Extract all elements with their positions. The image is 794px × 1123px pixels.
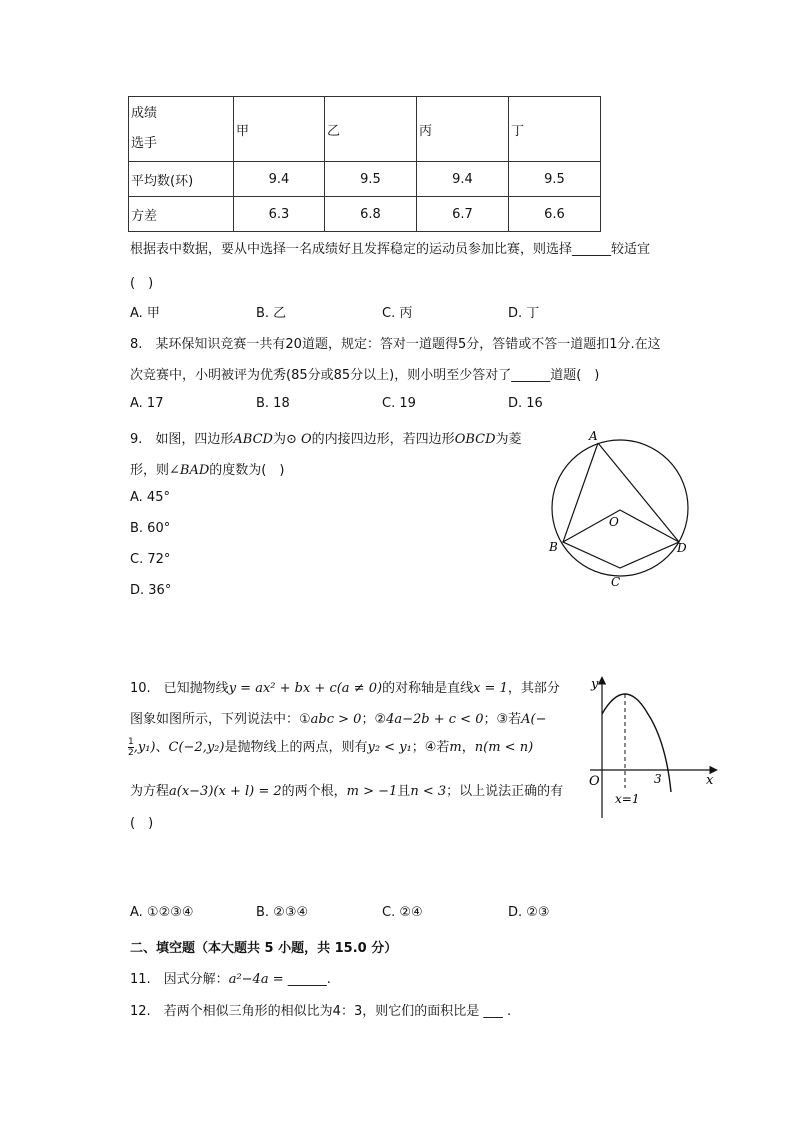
q9-text: 为 [272, 432, 286, 447]
q7-option-c: C. 丙 [382, 306, 413, 321]
q9-option-a: A. 45° [130, 490, 170, 505]
q10-math: m > −1 [346, 784, 398, 799]
root-label: 3 [654, 772, 662, 786]
q10-math: 4a−2b + c < 0 [386, 712, 484, 727]
score-table [128, 96, 601, 232]
y-axis-label: y [591, 677, 599, 692]
q8-option-c: C. 19 [382, 396, 416, 411]
q10-math: n(m < n) [474, 740, 534, 755]
q8-option-b: B. 18 [256, 396, 290, 411]
q10-option-d: D. ②③ [508, 905, 550, 920]
q10-math: A(− [521, 712, 547, 727]
q9-math: ⊙ O [285, 432, 312, 447]
q11-math: a²−4a = [228, 972, 284, 987]
table-cell: 9.5 [509, 162, 601, 197]
q10-text: 10. 已知抛物线 [130, 681, 229, 696]
q9-circle-figure [545, 425, 700, 595]
q10-math: a(x−3)(x + l) = 2 [169, 784, 282, 799]
q7-paren: ( ) [130, 276, 154, 291]
q10-line1 [130, 677, 560, 696]
q10-option-b: B. ②③④ [256, 905, 309, 920]
q9-math: OBCD [454, 432, 496, 447]
q9-line2 [130, 459, 284, 478]
table-corner-cell [129, 97, 234, 162]
table-cell: 9.4 [417, 162, 509, 197]
q9-option-c: C. 72° [130, 552, 171, 567]
q7-option-d: D. 丁 [508, 306, 540, 321]
q10-text: 、 [155, 740, 169, 755]
q9-math: ∠BAD [169, 463, 210, 478]
q10-text: 为方程 [130, 784, 170, 799]
q8-option-d: D. 16 [508, 396, 543, 411]
quadrilateral-abcd [563, 443, 679, 568]
q10-math: y = ax² + bx + c(a ≠ 0) [228, 681, 383, 696]
q10-math: C(−2,y₂) [168, 740, 225, 755]
q10-math: m [449, 740, 462, 755]
row-label: 平均数(环) [129, 162, 234, 197]
q10-text: 的对称轴是直线 [382, 681, 474, 696]
q9-option-d: D. 36° [130, 583, 172, 598]
point-label-a: A [589, 429, 598, 443]
q9-option-b: B. 60° [130, 521, 171, 536]
point-label-c: C [611, 575, 621, 589]
q10-option-a: A. ①②③④ [130, 905, 194, 920]
point-label-b: B [549, 540, 558, 554]
q10-text: ；以上说法正确的有 [446, 784, 564, 799]
table-cell: 6.6 [509, 197, 601, 232]
q7-text: 根据表中数据，要从中选择一名成绩好且发挥稳定的运动员参加比赛，则选择______较适宜 [130, 242, 651, 257]
header-cell: 丁 [509, 97, 601, 162]
x-axis-label: x [706, 773, 714, 788]
q10-option-c: C. ②④ [382, 905, 423, 920]
q10-math: y₂ < y₁ [367, 740, 412, 755]
q9-text: 为菱 [495, 432, 522, 447]
q10-text: ，其部分 [507, 681, 560, 696]
corner-top-label: 成绩 [131, 106, 158, 121]
fraction-numerator: 1 [128, 737, 134, 747]
header-cell: 甲 [234, 97, 325, 162]
q10-math: x = 1 [473, 681, 508, 696]
q10-line2 [130, 708, 546, 727]
q12-line: 12. 若两个相似三角形的相似比为4：3，则它们的面积比是 ___ . [130, 1004, 512, 1019]
point-label-o: O [609, 515, 619, 529]
q10-text: ；③若 [483, 712, 522, 727]
q10-math: n < 3 [410, 784, 447, 799]
q10-text: 且 [397, 784, 411, 799]
header-cell: 丙 [417, 97, 509, 162]
fraction-denominator: 2 [128, 748, 134, 758]
table-header-row [129, 97, 601, 162]
row-label: 方差 [129, 197, 234, 232]
q10-paren: ( ) [130, 816, 154, 831]
q9-text: 9. 如图，四边形 [130, 432, 234, 447]
table-cell: 6.3 [234, 197, 325, 232]
q10-text: 图象如图所示，下列说法中：① [130, 712, 311, 727]
q10-text: ；④若 [411, 740, 450, 755]
q9-text: 形，则 [130, 463, 170, 478]
q10-line4 [130, 780, 563, 799]
header-cell: 乙 [325, 97, 417, 162]
q10-text: 是抛物线上的两点，则有 [224, 740, 368, 755]
q10-text: 的两个根， [281, 784, 347, 799]
q10-parabola-figure [582, 672, 722, 822]
q11-blank: ______. [283, 972, 331, 987]
point-label-d: D [677, 541, 687, 555]
q10-math: ,y₁) [133, 740, 156, 755]
table-row [129, 162, 601, 197]
q7-option-b: B. 乙 [256, 306, 287, 321]
q10-line3 [128, 736, 533, 758]
corner-bottom-label: 选手 [131, 136, 158, 151]
q11-text: 11. 因式分解： [130, 972, 229, 987]
symmetry-axis-label: x=1 [615, 792, 640, 806]
rhombus-obcd [563, 510, 679, 542]
table-cell: 9.4 [234, 162, 325, 197]
q9-line1 [130, 428, 522, 447]
q9-math: ABCD [233, 432, 273, 447]
table-row [129, 197, 601, 232]
origin-label: O [589, 774, 600, 789]
q11-line [130, 968, 331, 987]
q7-option-a: A. 甲 [130, 306, 160, 321]
q8-line2: 次竞赛中，小明被评为优秀(85分或85分以上)，则小明至少答对了______道题( ) [130, 368, 600, 383]
table-cell: 6.7 [417, 197, 509, 232]
q8-option-a: A. 17 [130, 396, 164, 411]
q10-math: abc > 0 [310, 712, 362, 727]
q9-text: 的度数为( ) [209, 463, 285, 478]
q9-text: 的内接四边形，若四边形 [311, 432, 455, 447]
q8-line1: 8. 某环保知识竞赛一共有20道题，规定：答对一道题得5分，答错或不答一道题扣1分.在这 [130, 337, 661, 352]
table-cell: 9.5 [325, 162, 417, 197]
section-heading: 二、填空题（本大题共 5 小题，共 15.0 分） [130, 941, 398, 956]
q10-text: ；② [361, 712, 387, 727]
table-cell: 6.8 [325, 197, 417, 232]
q10-text: ， [461, 740, 475, 755]
circle-shape [552, 440, 688, 576]
